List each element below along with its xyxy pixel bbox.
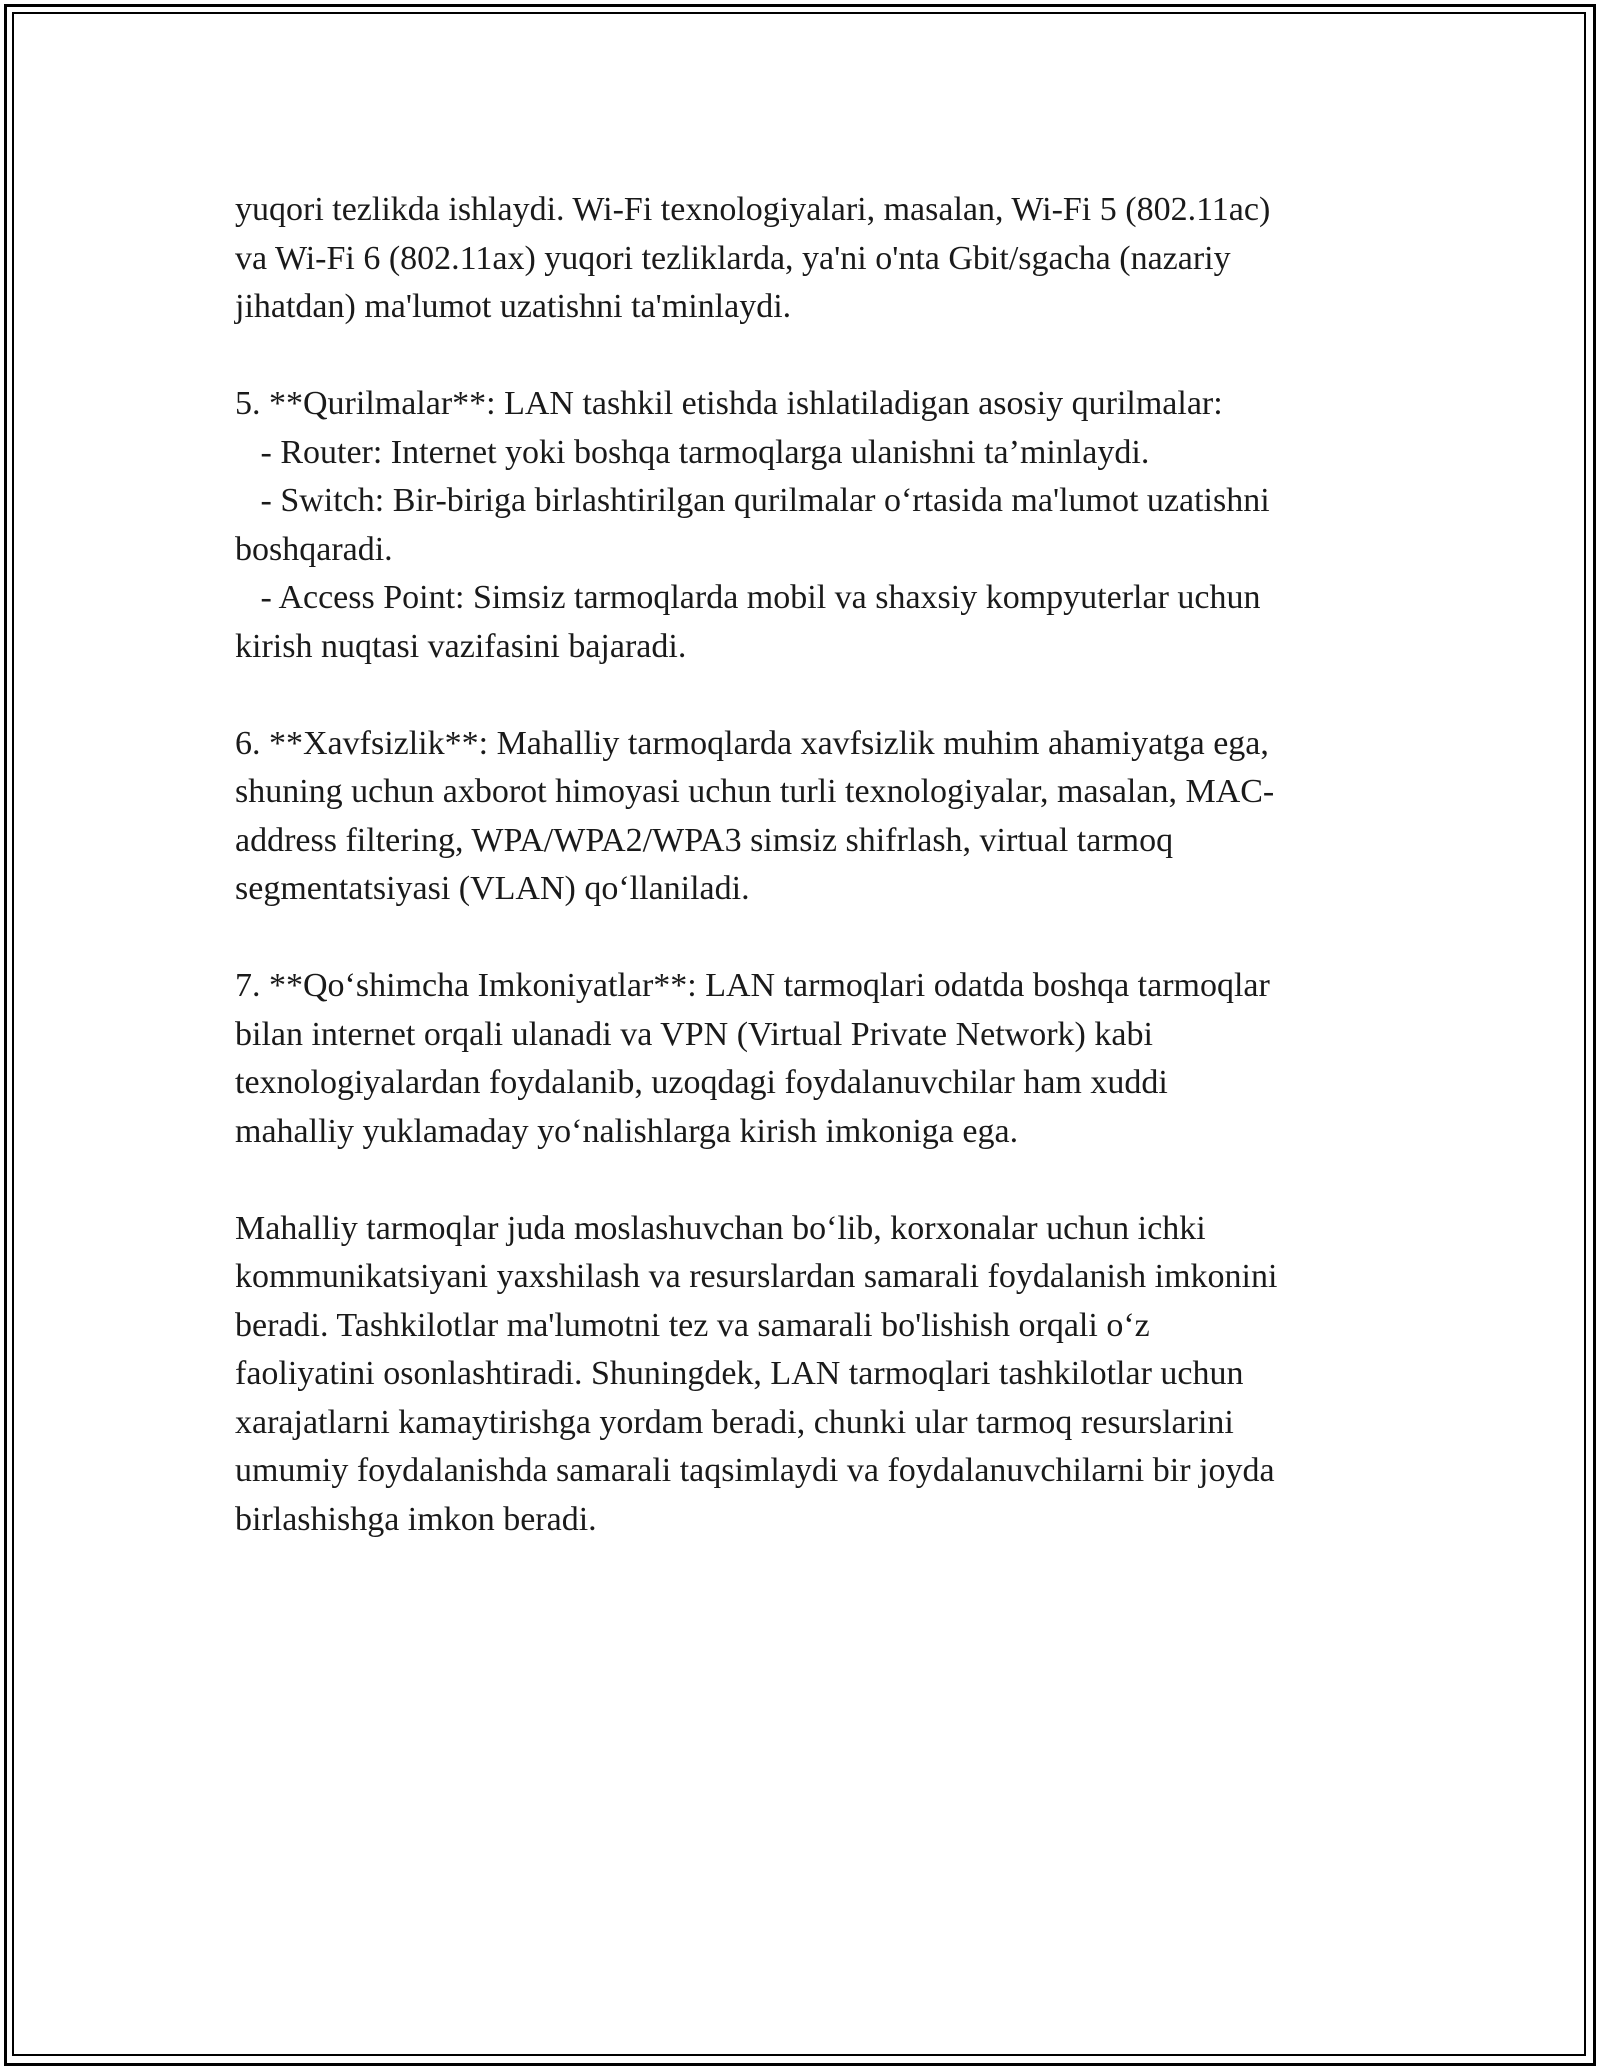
text-line: address filtering, WPA/WPA2/WPA3 simsiz shifrlash, virtual tarmoq	[235, 821, 1174, 859]
text-line: xarajatlarni kamaytirishga yordam beradi, chunki ular tarmoq resurslarini	[235, 1403, 1234, 1441]
text-line: bilan internet orqali ulanadi va VPN (Virtual Private Network) kabi	[235, 1015, 1153, 1053]
text-line: umumiy foydalanishda samarali taqsimlaydi va foydalanuvchilarni bir joyda	[235, 1452, 1275, 1489]
section-heading-line: 7. **Qo‘shimcha Imkoniyatlar**: LAN tarmoqlari odatda boshqa tarmoqlar	[235, 967, 1270, 1004]
text-line: kommunikatsiyani yaxshilash va resurslardan samarali foydalanish imkonini	[235, 1258, 1278, 1295]
list-item-access-point: - Access Point: Simsiz tarmoqlarda mobil va shaxsiy kompyuterlar uchun	[235, 579, 1261, 616]
section-heading-line: 5. **Qurilmalar**: LAN tashkil etishda ishlatiladigan asosiy qurilmalar:	[235, 385, 1223, 422]
text-line: jihatdan) ma'lumot uzatishni ta'minlaydi.	[235, 288, 792, 325]
paragraph-gap	[235, 671, 1365, 720]
paragraph-gap	[235, 1156, 1365, 1205]
text-line: Mahalliy tarmoqlar juda moslashuvchan bo‘lib, korxonalar uchun ichki	[235, 1209, 1206, 1247]
text-line: faoliyatini osonlashtiradi. Shuningdek, LAN tarmoqlari tashkilotlar uchun	[235, 1355, 1244, 1392]
text-line: mahalliy yuklamaday yo‘nalishlarga kirish imkoniga ega.	[235, 1112, 1019, 1150]
section-5-devices	[235, 380, 1365, 671]
text-line: shuning uchun axborot himoyasi uchun turli texnologiyalar, masalan, MAC-	[235, 773, 1275, 810]
intro-paragraph	[235, 186, 1365, 332]
section-heading-line: 6. **Xavfsizlik**: Mahalliy tarmoqlarda xavfsizlik muhim ahamiyatga ega,	[235, 724, 1269, 762]
section-6-security	[235, 720, 1365, 914]
text-line: yuqori tezlikda ishlaydi. Wi-Fi texnologiyalari, masalan, Wi-Fi 5 (802.11ac)	[235, 191, 1271, 228]
paragraph-gap	[235, 332, 1365, 381]
conclusion-paragraph	[235, 1205, 1365, 1545]
list-item-router: - Router: Internet yoki boshqa tarmoqlarga ulanishni ta’minlaydi.	[235, 433, 1150, 471]
paragraph-gap	[235, 914, 1365, 963]
text-line: birlashishga imkon beradi.	[235, 1500, 597, 1538]
list-item-switch: - Switch: Bir-biriga birlashtirilgan qurilmalar o‘rtasida ma'lumot uzatishni	[235, 482, 1270, 519]
text-line: beradi. Tashkilotlar ma'lumotni tez va samarali bo'lishish orqali o‘z	[235, 1306, 1150, 1344]
text-line: kirish nuqtasi vazifasini bajaradi.	[235, 627, 687, 665]
text-line: boshqaradi.	[235, 530, 393, 568]
text-line: va Wi-Fi 6 (802.11ax) yuqori tezliklarda, ya'ni o'nta Gbit/sgacha (nazariy	[235, 239, 1231, 277]
text-line: texnologiyalardan foydalanib, uzoqdagi foydalanuvchilar ham xuddi	[235, 1064, 1168, 1101]
section-7-additional-features	[235, 962, 1365, 1156]
text-line: segmentatsiyasi (VLAN) qo‘llaniladi.	[235, 870, 750, 907]
document-body	[235, 186, 1365, 1544]
